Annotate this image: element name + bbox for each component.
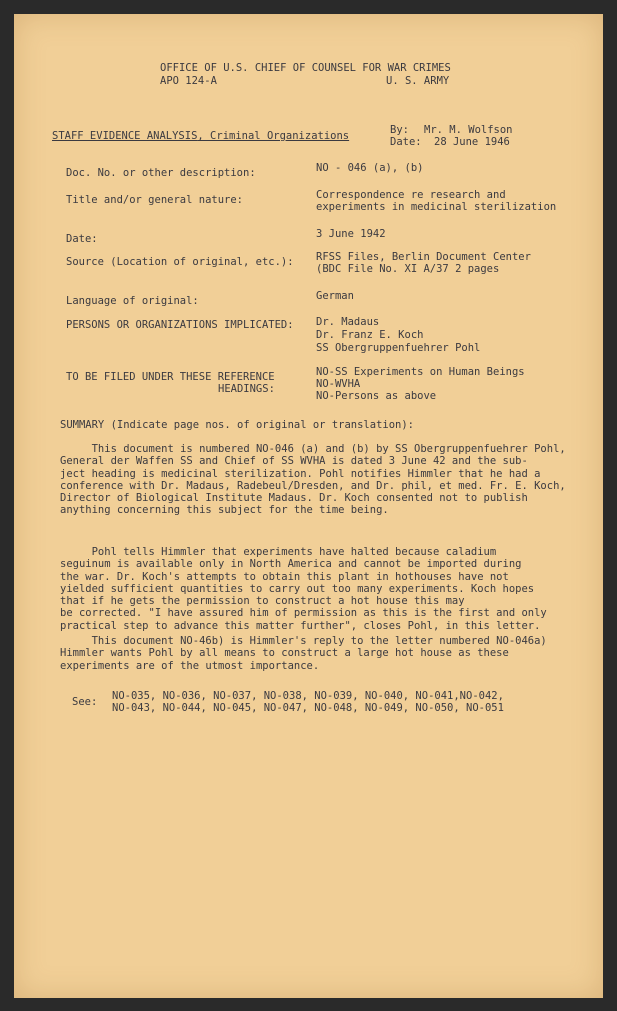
title-label: Title and/or general nature: [66,194,244,206]
date-label: Date: [390,136,422,148]
persons-label: PERSONS OR ORGANIZATIONS IMPLICATED: [66,319,294,331]
summary-paragraph-1: This document is numbered NO-046 (a) and (b) by SS Obergruppenfuehrer Pohl, General der Waffen SS and Chief of SS WVHA is dated 3 June 42 and the sub- ject heading is medicinal sterilization. Pohl notifies Himmler that he had a conference with Dr. Madaus, Radebeul/Dresden, and Dr. phil, et med. Fr. E. Koch, Director of Biological Institute Madaus. Dr. Koch consented not to publish anything concerning this subject for the time being. [60,443,566,517]
filed-label-2: HEADINGS: [218,383,275,395]
title-value-2: experiments in medicinal sterilization [316,201,557,213]
filed-item-2: NO-WVHA [316,378,361,390]
doc-no-value: NO - 046 (a), (b) [316,162,424,174]
apo-number: APO 124-A [160,75,217,87]
filed-item-1: NO-SS Experiments on Human Beings [316,366,525,378]
date-field-label: Date: [66,233,98,245]
army-label: U. S. ARMY [386,75,450,87]
see-references-line-1: NO-035, NO-036, NO-037, NO-038, NO-039, NO-040, NO-041,NO-042, [112,690,504,702]
analysis-title-line [52,130,349,142]
date-value: 28 June 1946 [434,136,510,148]
source-label: Source (Location of original, etc.): [66,256,294,268]
by-value: Mr. M. Wolfson [424,124,513,136]
title-value-1: Correspondence re research and [316,189,506,201]
filed-label-1: TO BE FILED UNDER THESE REFERENCE [66,371,275,383]
language-label: Language of original: [66,295,199,307]
date-field-value: 3 June 1942 [316,228,386,240]
see-references-line-2: NO-043, NO-044, NO-045, NO-047, NO-048, NO-049, NO-050, NO-051 [112,702,504,714]
summary-paragraph-2: Pohl tells Himmler that experiments have halted because caladium seguinum is available only in North America and cannot be imported during the war. Dr. Koch's attempts to obtain this plant in hothouses have not yielded sufficient quantities to carry out too many experiments. Koch hopes that if he gets the permission to construct a hot house this may be corrected. "I have assured him of permission as this is the first and only practical step to advance this matter further", closes Pohl, in this letter. [60,546,547,632]
source-value-2: (BDC File No. XI A/37 2 pages [316,263,500,275]
filed-item-3: NO-Persons as above [316,390,437,402]
document-page [14,14,603,998]
persons-item-2: Dr. Franz E. Koch [316,329,424,341]
persons-item-3: SS Obergruppenfuehrer Pohl [316,342,481,354]
language-value: German [316,290,354,302]
source-value-1: RFSS Files, Berlin Document Center [316,251,531,263]
analysis-title: STAFF EVIDENCE ANALYSIS [52,130,198,142]
analysis-subtitle: , Criminal Organizations [197,130,350,142]
summary-heading: SUMMARY (Indicate page nos. of original or translation): [60,419,415,431]
office-header: OFFICE OF U.S. CHIEF OF COUNSEL FOR WAR CRIMES [160,62,451,74]
see-label: See: [72,696,98,708]
doc-no-label: Doc. No. or other description: [66,167,256,179]
summary-paragraph-3: This document NO-46b) is Himmler's reply to the letter numbered NO-046a) Himmler wants Pohl by all means to construct a large hot house as these experiments are of the utmost importance. [60,635,547,672]
persons-item-1: Dr. Madaus [316,316,380,328]
by-label: By: [390,124,409,136]
